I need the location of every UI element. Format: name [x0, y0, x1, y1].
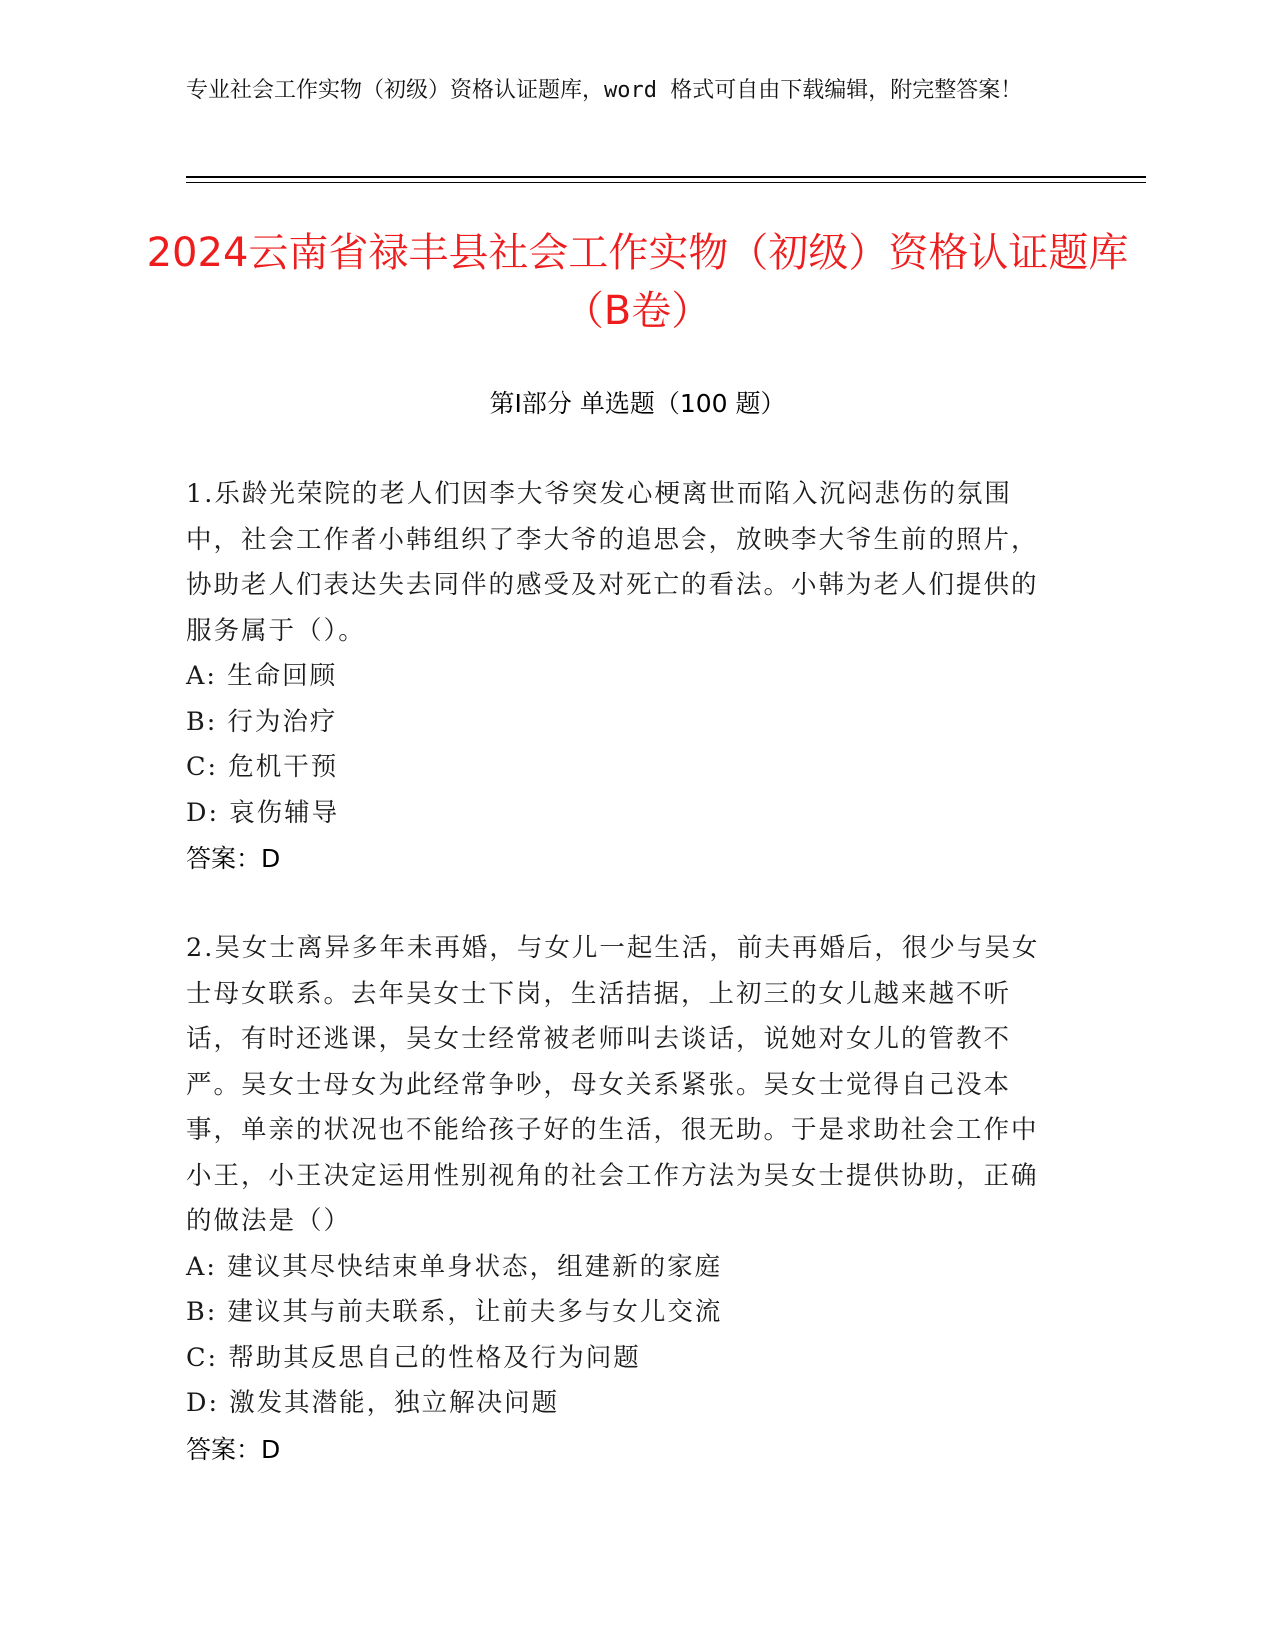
option-a: A: 生命回顾	[186, 661, 338, 691]
section-title: 第Ⅰ部分 单选题（100 题）	[489, 389, 786, 418]
question-1	[186, 472, 1056, 882]
option-a: A: 建议其尽快结束单身状态，组建新的家庭	[186, 1251, 723, 1282]
answer: 答案：D	[186, 1434, 281, 1464]
option-d: D: 哀伤辅导	[186, 797, 340, 828]
header-note: 专业社会工作实物（初级）资格认证题库，word 格式可自由下载编辑，附完整答案！	[186, 78, 1023, 103]
option-c: C: 危机干预	[186, 752, 339, 782]
option-b: B: 行为治疗	[186, 706, 338, 737]
answer: 答案：D	[186, 844, 281, 873]
option-d: D: 激发其潜能，独立解决问题	[186, 1388, 560, 1418]
option-b: B: 建议其与前夫联系，让前夫多与女儿交流	[186, 1297, 723, 1327]
question-2	[186, 926, 1056, 1472]
question-stem: 1.乐龄光荣院的老人们因李大爷突发心梗离世而陷入沉闷悲伤的氛围中，社会工作者小韩组织了李大爷的追思会，放映李大爷生前的照片，协助老人们表达失去同伴的感受及对死亡的看法。小韩为老人们提供的服务属于（）。	[186, 479, 1039, 646]
option-c: C: 帮助其反思自己的性格及行为问题	[186, 1342, 641, 1373]
header-rule-thin	[186, 182, 1146, 183]
header-rule-thick	[186, 176, 1146, 178]
question-stem: 2.吴女士离异多年未再婚，与女儿一起生活，前夫再婚后，很少与吴女士母女联系。去年吴女士下岗，生活拮据，上初三的女儿越来越不听话，有时还逃课，吴女士经常被老师叫去谈话，说她对女儿的管教不严。吴女士母女为此经常争吵，母女关系紧张。吴女士觉得自己没本事，单亲的状况也不能给孩子好的生活，很无助。于是求助社会工作中小王，小王决定运用性别视角的社会工作方法为吴女士提供协助，正确的做法是（）	[186, 933, 1040, 1236]
document-title: 2024云南省禄丰县社会工作实物（初级）资格认证题库（B卷）	[146, 230, 1129, 334]
